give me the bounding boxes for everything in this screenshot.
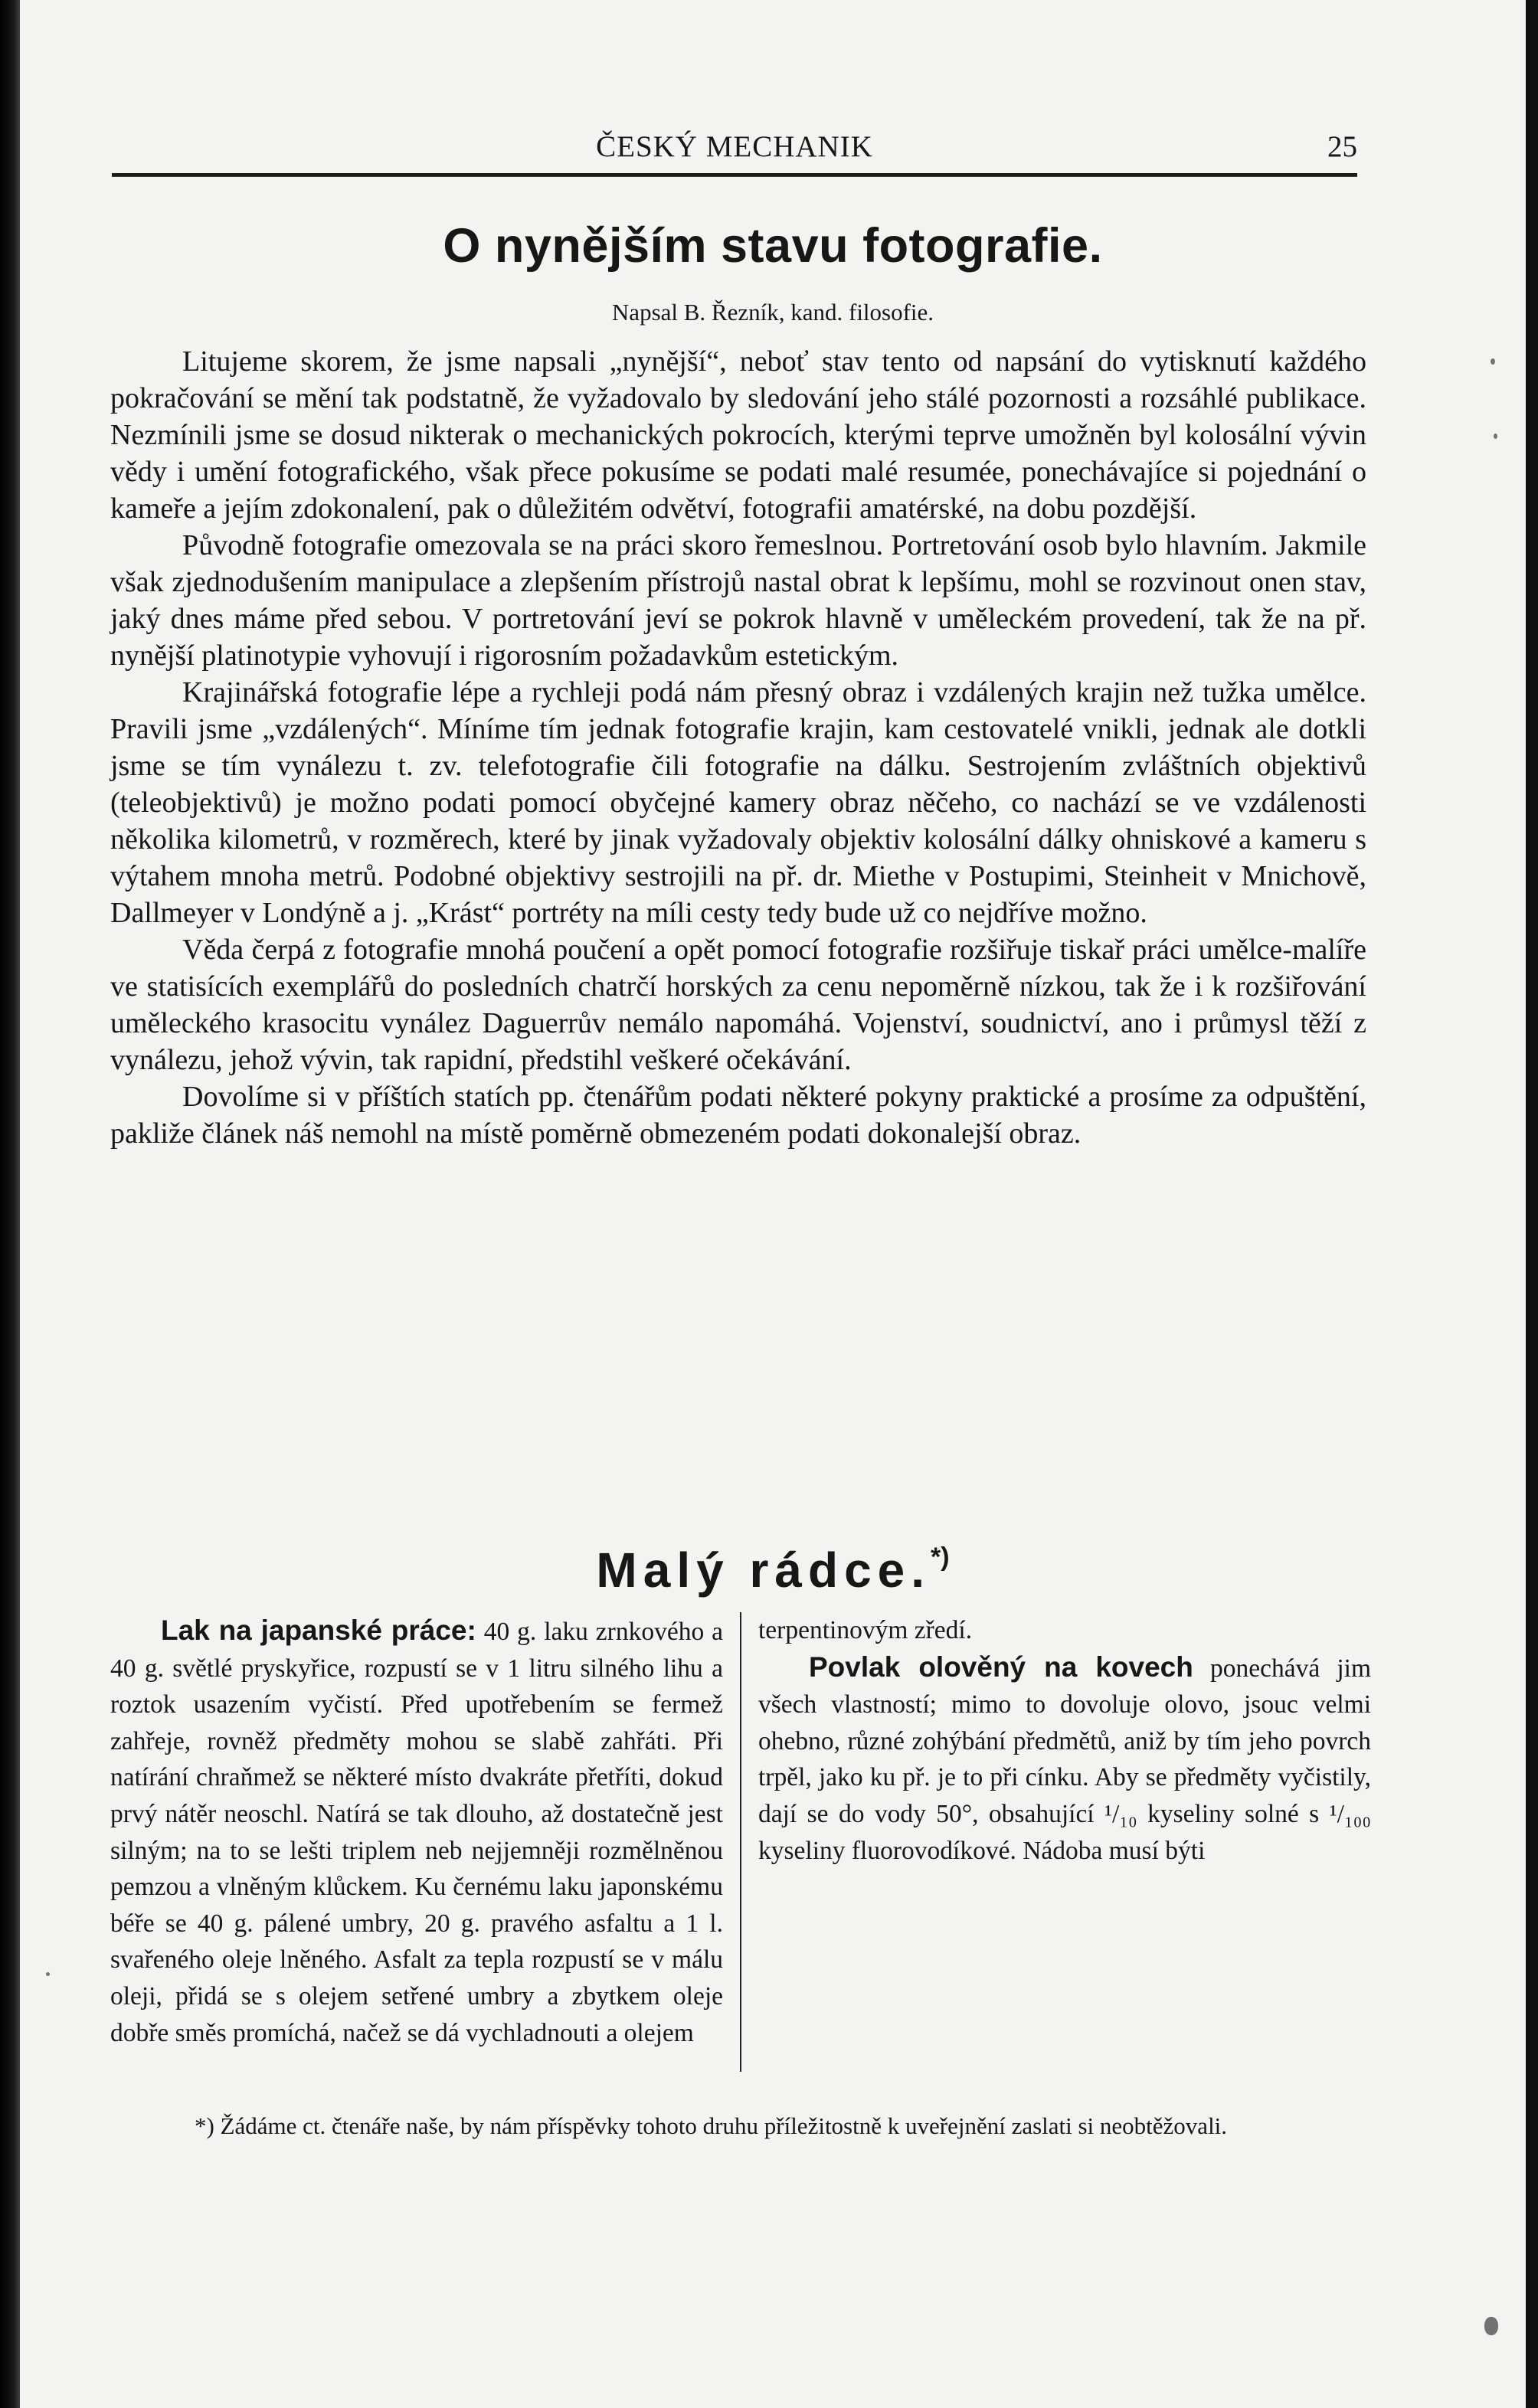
running-title: ČESKÝ MECHANIK — [596, 130, 873, 163]
lacquer-entry-continued: terpentinovým zředí. — [758, 1616, 973, 1644]
article-paragraph: Původně fotografie omezovala se na práci skoro řemeslnou. Portretování osob bylo hlavním. Jakmile však zjednodušením manipulace a zlepšením přístrojů nastal obrat k lepšímu, mohl se rozvinout onen stav, jaký dnes máme před sebou. V portretování jeví se pokrok hlavně v uměleckém provedení, tak že na př. nynější platinotypie vyhovují i rigorosním požadavkům estetickým. — [110, 529, 1366, 672]
scan-dot-right-1 — [1491, 358, 1495, 365]
lacquer-entry — [110, 1612, 723, 2051]
coating-text: ponechává jim všech vlastností; mimo to dovoluje olovo, jsouc velmi ohebno, různé zohýbání předmětů, aniž by tím jeho povrch trpěl, jako ku př. je to při cínku. Aby se předměty vyčistily, dají se do vody 50°, obsahující ¹/₁₀ kyseliny solné s ¹/₁₀₀ kyseliny fluorovodíkové. Nádoba musí býti — [758, 1654, 1372, 1865]
advice-columns — [110, 1612, 1371, 2072]
page-header — [112, 130, 1357, 184]
article-paragraph: Litujeme skorem, že jsme napsali „nynější“, neboť stav tento od napsání do vytisknutí každého pokračování se mění tak podstatně, že vyžadovalo by sledování jeho stálé pozornosti a rozsáhlé publikace. Nezmínili jsme se dosud nikterak o mechanických pokrocích, kterými teprve umožněn byl kolosální vývin vědy i umění fotografického, však přece pokusíme se podati malé resumée, ponechávajíce si pojednání o kameře a jejím zdokonalení, pak o důležitém odvětví, fotografii amatérské, na dobu pozdější. — [110, 345, 1366, 525]
advice-title — [20, 1528, 1526, 1599]
article-title: O nynějším stavu fotografie. — [443, 219, 1103, 273]
article-byline: Napsal B. Řezník, kand. filosofie. — [611, 299, 934, 326]
footnote-text: *) Žádáme ct. čtenáře naše, by nám příspěvky tohoto druhu příležitostně k uveřejnění zaslati si neobtěžovali. — [195, 2112, 1228, 2139]
left-column — [110, 1612, 723, 2051]
right-column — [758, 1612, 1371, 1869]
scan-dot-left — [46, 1972, 50, 1976]
article-paragraph: Dovolíme si v příštích statích pp. čtenářům podati některé pokyny praktické a prosíme za odpuštění, pakliže článek náš nemohl na místě poměrně obmezeném podati dokonalejší obraz. — [110, 1081, 1366, 1150]
editorial-footnote — [110, 2110, 1371, 2142]
advice-title-text: Malý rádce. — [596, 1543, 931, 1598]
coating-heading: Povlak olověný na kovech — [809, 1651, 1193, 1683]
footnote-marker: *) — [931, 1543, 950, 1572]
article-paragraph: Krajinářská fotografie lépe a rychleji podá nám přesný obraz i vzdálených krajin než tužka umělce. Pravili jsme „vzdálených“. Míníme tím jednak fotografie krajin, kam cestovatelé vnikli, jednak ale dotkli jsme se tím vynálezu t. zv. telefotografie čili fotografie na dálku. Sestrojením zvláštních objektivů (teleobjektivů) je možno podati pomocí obyčejné kamery obraz něčeho, co nachází se ve vzdálenosti několika kilometrů, v rozměrech, které by jinak vyžadovaly objektiv kolosální dálky ohniskové a kameru s výtahem mnoha metrů. Podobné objektivy sestrojili na př. dr. Miethe v Postupimi, Steinheit v Mnichově, Dallmeyer v Londýně a j. „Krást“ portréty na míli cesty tedy bude už co nejdříve možno. — [110, 676, 1366, 929]
journal-page — [20, 0, 1526, 2408]
page-number: 25 — [1327, 130, 1357, 163]
lacquer-heading: Lak na japanské práce: — [161, 1615, 476, 1646]
scan-dot-right-2 — [1494, 434, 1497, 439]
lacquer-text: 40 g. laku zrnkového a 40 g. světlé pryskyřice, rozpustí se v 1 litru silného lihu a roztok usazením vyčistí. Před upotřebením se fermež zahřeje, rovněž předměty mohou se slabě zahřáti. Při natírání chraňmež se některé místo dvakráte přetříti, dokud prvý nátěr neoschl. Natírá se tak dlouho, až dostatečně jest silným; na to se lešti triplem neb nejjemněji rozmělněnou pemzou a vlněným klůckem. Ku černému laku japonskému béře se 40 g. pálené umbry, 20 g. pravého asfaltu a 1 l. svařeného oleje lněného. Asfalt za tepla rozpustí se v málu oleji, přidá se s olejem setřené umbry a zbytkem oleje dobře směs promíchá, načež se dá vychladnouti a olejem — [110, 1618, 723, 2047]
scan-dot-right-3 — [1484, 2317, 1498, 2335]
scan-edge-strip — [0, 0, 20, 2408]
coating-entry — [758, 1649, 1371, 1870]
article-body — [110, 343, 1366, 1152]
column-divider — [740, 1612, 741, 2072]
article-paragraph: Věda čerpá z fotografie mnohá poučení a opět pomocí fotografie rozšiřuje tiskař práci umělce-malíře ve statisících exemplářů do posledních chatrčí horských za cenu nepoměrně nízkou, tak že i k rozšiřování uměleckého krasocitu vynález Daguerrův nemálo napomáhá. Vojenství, soudnictví, ano i průmysl těží z vynálezu, jehož vývin, tak rapidní, předstihl veškeré očekávání. — [110, 934, 1366, 1076]
header-rule — [112, 173, 1357, 177]
